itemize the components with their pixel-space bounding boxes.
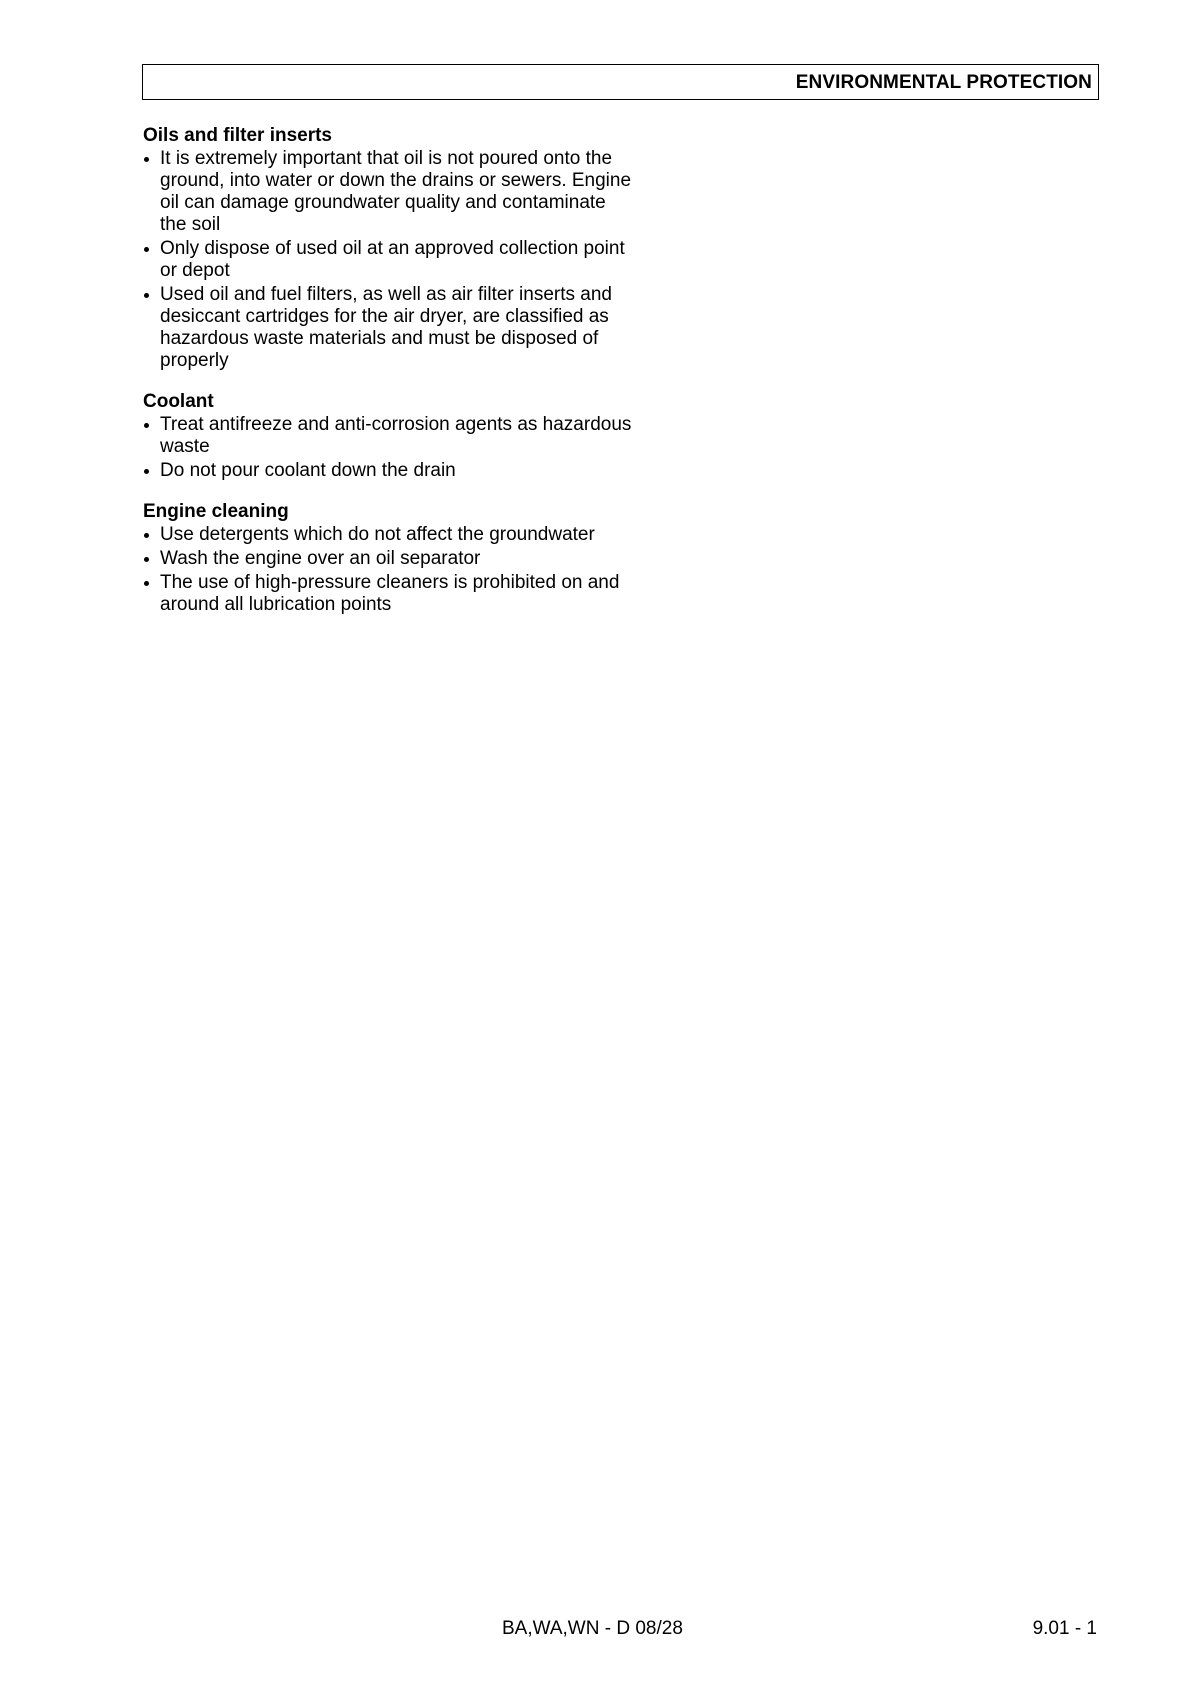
footer-page-number: 9.01 - 1	[1032, 1618, 1097, 1639]
bullet-icon	[144, 247, 149, 252]
list-item	[143, 414, 633, 458]
page-title: ENVIRONMENTAL PROTECTION	[795, 72, 1092, 93]
list-item-text: Used oil and fuel filters, as well as air filter inserts and desiccant cartridges for the air dryer, are classified as hazardous waste materials and must be disposed of properly	[160, 284, 612, 371]
section-oils-filter-inserts	[143, 124, 633, 372]
list-item	[143, 284, 633, 372]
bullet-list	[143, 414, 633, 482]
bullet-icon	[144, 157, 149, 162]
section-heading: Engine cleaning	[143, 501, 289, 522]
bullet-list	[143, 524, 633, 616]
bullet-list	[143, 148, 633, 372]
bullet-icon	[144, 557, 149, 562]
list-item	[143, 148, 633, 236]
list-item	[143, 548, 633, 570]
list-item-text: Use detergents which do not affect the groundwater	[160, 524, 595, 545]
list-item	[143, 572, 633, 616]
bullet-icon	[144, 293, 149, 298]
footer-document-code: BA,WA,WN - D 08/28	[502, 1618, 683, 1639]
bullet-icon	[144, 533, 149, 538]
list-item-text: Do not pour coolant down the drain	[160, 460, 456, 481]
header-box	[142, 64, 1099, 100]
list-item	[143, 524, 633, 546]
list-item-text: It is extremely important that oil is not poured onto the ground, into water or down the drains or sewers. Engine oil can damage groundwater quality and contaminate the soil	[160, 148, 632, 235]
list-item-text: Wash the engine over an oil separator	[160, 548, 481, 569]
list-item	[143, 460, 633, 482]
list-item-text: Only dispose of used oil at an approved collection point or depot	[160, 238, 625, 281]
section-coolant	[143, 390, 633, 482]
bullet-icon	[144, 423, 149, 428]
section-heading: Oils and filter inserts	[143, 125, 332, 146]
list-item	[143, 238, 633, 282]
main-content	[143, 124, 633, 634]
section-heading: Coolant	[143, 391, 214, 412]
bullet-icon	[144, 581, 149, 586]
section-engine-cleaning	[143, 500, 633, 616]
list-item-text: Treat antifreeze and anti-corrosion agents as hazardous waste	[160, 414, 632, 457]
bullet-icon	[144, 469, 149, 474]
list-item-text: The use of high-pressure cleaners is prohibited on and around all lubrication points	[160, 572, 620, 615]
